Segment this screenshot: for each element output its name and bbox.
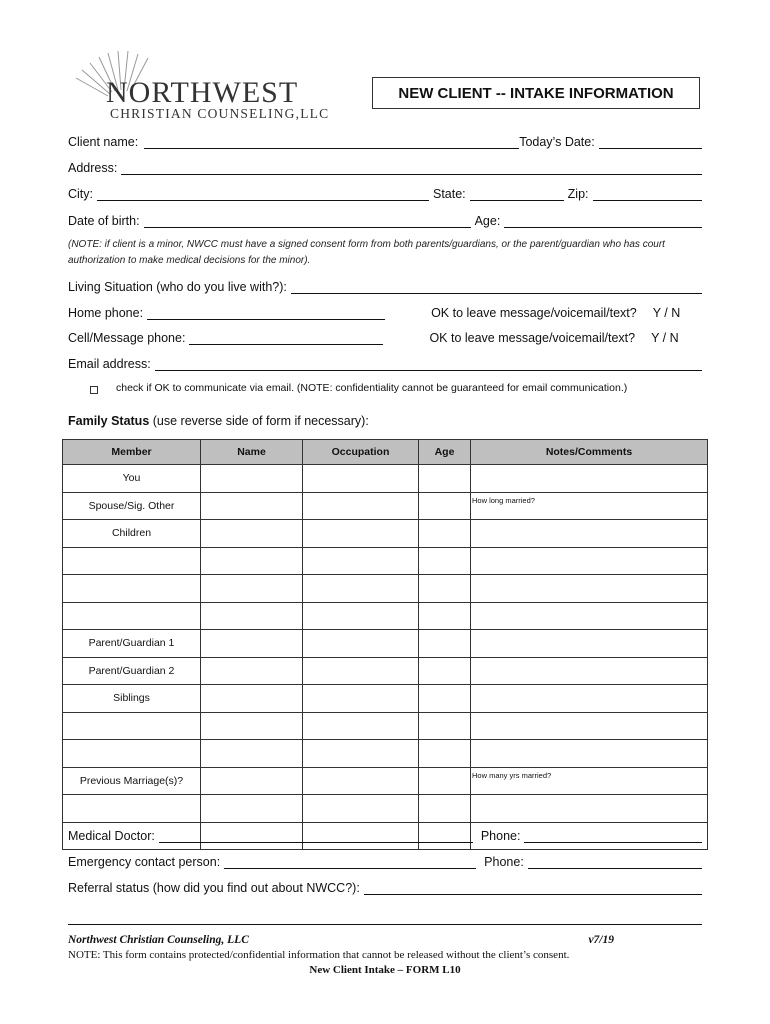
occupation-cell[interactable] [303,630,419,658]
col-occupation: Occupation [303,440,419,465]
notes-cell[interactable] [471,712,708,740]
dob-row [68,212,702,228]
table-row [63,547,708,575]
name-cell[interactable] [201,602,303,630]
age-cell[interactable] [419,602,471,630]
client-name-row [68,133,702,149]
name-cell[interactable] [201,575,303,603]
form-title: NEW CLIENT -- INTAKE INFORMATION [372,77,700,109]
notes-cell[interactable] [471,602,708,630]
dob-label: Date of birth: [68,214,140,228]
name-cell[interactable] [201,740,303,768]
member-cell [63,547,201,575]
notes-cell[interactable] [471,575,708,603]
member-cell: Previous Marriage(s)? [63,767,201,795]
member-cell: Spouse/Sig. Other [63,492,201,520]
table-row [63,630,708,658]
table-row [63,575,708,603]
age-cell[interactable] [419,547,471,575]
notes-cell[interactable]: How many yrs married? [471,767,708,795]
home-yn-option[interactable]: Y / N [652,306,681,320]
email-label: Email address: [68,357,151,371]
member-cell: Parent/Guardian 1 [63,630,201,658]
city-field[interactable] [97,188,429,201]
notes-cell[interactable] [471,657,708,685]
age-cell[interactable] [419,575,471,603]
name-cell[interactable] [201,630,303,658]
notes-cell[interactable]: How long married? [471,492,708,520]
table-row [63,465,708,493]
col-name: Name [201,440,303,465]
family-table-body [63,465,708,850]
address-row [68,159,702,175]
emergency-row [68,853,702,869]
medical-doctor-label: Medical Doctor: [68,829,155,843]
age-cell[interactable] [419,767,471,795]
email-consent-row [90,382,627,394]
table-row [63,492,708,520]
notes-cell[interactable] [471,740,708,768]
member-cell: Siblings [63,685,201,713]
name-cell[interactable] [201,547,303,575]
city-label: City: [68,187,93,201]
occupation-cell[interactable] [303,685,419,713]
family-status-hint: (use reverse side of form if necessary): [149,414,369,428]
age-cell[interactable] [419,657,471,685]
member-cell [63,740,201,768]
email-consent-checkbox[interactable] [90,386,98,394]
cell-phone-label: Cell/Message phone: [68,331,186,345]
name-cell[interactable] [201,712,303,740]
occupation-cell[interactable] [303,602,419,630]
occupation-cell[interactable] [303,657,419,685]
minor-consent-note: (NOTE: if client is a minor, NWCC must have a signed consent form from both parents/guardians, or the parent/guardian who has court authorization to make medical decisions for the minor). [68,239,665,266]
referral-field[interactable] [364,882,702,895]
age-cell[interactable] [419,492,471,520]
member-cell: Children [63,520,201,548]
age-field[interactable] [504,215,702,228]
name-cell[interactable] [201,492,303,520]
doctor-phone-field[interactable] [524,830,702,843]
notes-cell[interactable] [471,630,708,658]
emergency-label: Emergency contact person: [68,855,221,869]
doctor-phone-label: Phone: [480,829,521,843]
table-row [63,795,708,823]
footer-notice: NOTE: This form contains protected/confidential information that cannot be released without the client’s consent. [68,949,570,961]
zip-field[interactable] [593,188,702,201]
notes-cell[interactable] [471,795,708,823]
notes-cell[interactable] [471,547,708,575]
member-cell [63,712,201,740]
footer-divider [68,924,702,925]
col-notes: Notes/Comments [471,440,708,465]
name-cell[interactable] [201,465,303,493]
age-cell[interactable] [419,685,471,713]
cell-yn-option[interactable]: Y / N [651,331,679,345]
table-row [63,685,708,713]
name-cell[interactable] [201,795,303,823]
home-phone-field[interactable] [147,307,385,320]
medical-doctor-row [68,827,702,843]
living-field[interactable] [291,281,702,294]
age-cell[interactable] [419,712,471,740]
cell-phone-row [68,329,702,345]
emergency-phone-field[interactable] [528,856,702,869]
table-row [63,602,708,630]
referral-label: Referral status (how did you find out about NWCC?): [68,881,360,895]
cell-phone-field[interactable] [189,332,383,345]
member-cell: You [63,465,201,493]
notes-cell[interactable] [471,685,708,713]
emergency-field[interactable] [224,856,476,869]
footer-company: Northwest Christian Counseling, LLC [68,934,249,946]
occupation-cell[interactable] [303,520,419,548]
city-row [68,185,702,201]
occupation-cell[interactable] [303,767,419,795]
age-cell[interactable] [419,465,471,493]
email-field[interactable] [155,358,702,371]
logo-name: NORTHWEST [106,76,299,109]
home-phone-label: Home phone: [68,306,144,320]
name-cell[interactable] [201,657,303,685]
living-row [68,278,702,294]
address-label: Address: [68,161,118,175]
table-row [63,520,708,548]
company-logo [68,48,358,120]
age-cell[interactable] [419,630,471,658]
occupation-cell[interactable] [303,740,419,768]
todays-date-label: Today’s Date: [519,135,595,149]
member-cell [63,795,201,823]
occupation-cell[interactable] [303,575,419,603]
occupation-cell[interactable] [303,465,419,493]
referral-row [68,879,702,895]
name-cell[interactable] [201,520,303,548]
ok-message-label: OK to leave message/voicemail/text? [431,306,637,320]
age-cell[interactable] [419,740,471,768]
notes-cell[interactable] [471,465,708,493]
medical-doctor-field[interactable] [159,830,473,843]
zip-label: Zip: [567,187,589,201]
age-cell[interactable] [419,795,471,823]
logo-subtitle: CHRISTIAN COUNSELING,LLC [110,106,330,121]
footer-version: v7/19 [588,934,614,946]
occupation-cell[interactable] [303,547,419,575]
state-label: State: [433,187,466,201]
table-row [63,657,708,685]
occupation-cell[interactable] [303,795,419,823]
age-label: Age: [474,214,501,228]
address-field[interactable] [121,162,702,175]
name-cell[interactable] [201,767,303,795]
col-age: Age [419,440,471,465]
table-row [63,767,708,795]
email-row [68,355,702,371]
dob-field[interactable] [144,215,471,228]
footer-line [68,934,614,946]
living-label: Living Situation (who do you live with?): [68,280,287,294]
email-consent-label: check if OK to communicate via email. (NOTE: confidentiality cannot be guaranteed for email communication.) [116,382,628,394]
table-header-row [63,440,708,465]
home-phone-row [68,304,702,320]
table-row [63,712,708,740]
occupation-cell[interactable] [303,492,419,520]
name-cell[interactable] [201,685,303,713]
family-table [62,439,708,850]
client-name-field[interactable] [144,136,519,149]
family-status-heading [68,414,369,428]
client-name-label: Client name: [68,135,139,149]
col-member: Member [63,440,201,465]
member-cell [63,602,201,630]
emergency-phone-label: Phone: [484,855,524,869]
todays-date-field[interactable] [599,136,702,149]
table-row [63,740,708,768]
notes-cell[interactable] [471,520,708,548]
member-cell: Parent/Guardian 2 [63,657,201,685]
age-cell[interactable] [419,520,471,548]
occupation-cell[interactable] [303,712,419,740]
ok-message-label: OK to leave message/voicemail/text? [429,331,636,345]
family-status-title: Family Status [68,414,150,428]
footer-form-id: New Client Intake – FORM L10 [309,964,461,976]
member-cell [63,575,201,603]
state-field[interactable] [470,188,564,201]
